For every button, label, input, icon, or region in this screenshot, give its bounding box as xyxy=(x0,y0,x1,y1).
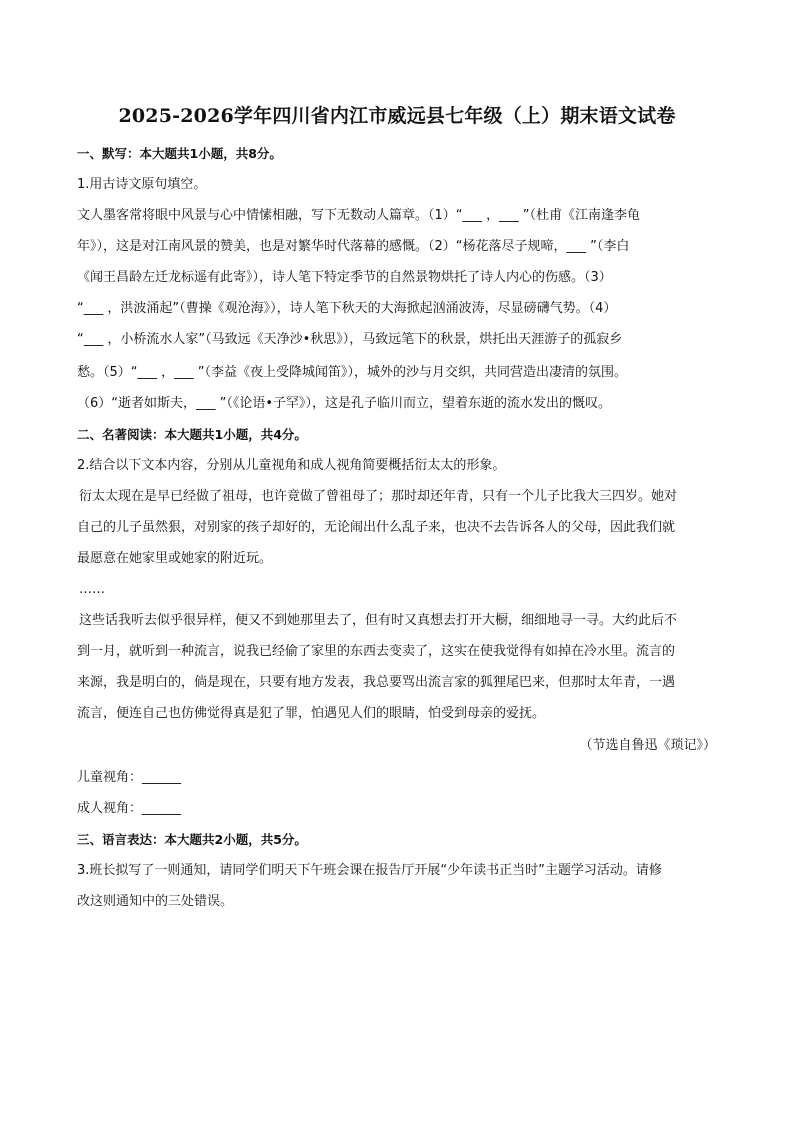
question-1-text-line: 年》），这是对江南风景的赞美，也是对繁华时代落幕的感慨。（2）“杨花落尽子规啼，___ ”（李白 xyxy=(77,239,630,254)
question-1-text-line: 愁。（5）“___ ，___ ”（李益《夜上受降城闻笛》），城外的沙与月交织，共同营造出凄清的氛围。 xyxy=(77,365,628,380)
section-3-heading: 三、语言表达：本大题共2小题，共5分。 xyxy=(77,832,307,847)
question-1-text-line: （6）“逝者如斯夫，___ ”（《论语•子罕》），这是孔子临川而立，望着东逝的流水发出的慨叹。 xyxy=(77,396,612,411)
passage-line: 到一月，就听到一种流言，说我已经偷了家里的东西去变卖了，这实在使我觉得有如掉在冷水里。流言的 xyxy=(77,644,676,659)
question-1-text-line: 文人墨客常将眼中风景与心中情愫相融，写下无数动人篇章。（1）“___ ，___ ”（杜甫《江南逢李龟 xyxy=(77,208,641,223)
question-1-prompt: 1.用古诗文原句填空。 xyxy=(77,177,207,192)
passage-line: 这些话我听去似乎很异样，便又不到她那里去了，但有时又真想去打开大橱，细细地寻一寻。大约此后不 xyxy=(79,613,678,628)
question-1-text-line: 《闻王昌龄左迁龙标遥有此寄》），诗人笔下特定季节的自然景物烘托了诗人内心的伤感。（3） xyxy=(77,270,612,285)
passage-ellipsis: …… xyxy=(79,582,105,597)
exam-title: 2025-2026学年四川省内江市威远县七年级（上）期末语文试卷 xyxy=(118,105,676,127)
question-2-prompt: 2.结合以下文本内容，分别从儿童视角和成人视角简要概括衍太太的形象。 xyxy=(77,458,506,473)
passage-line: 自己的儿子虽然狠，对别家的孩子却好的，无论闹出什么乱子来，也决不去告诉各人的父母，因此我们就 xyxy=(77,520,676,535)
question-1-text-line: “___ ，洪波涌起”（曹操《观沧海》），诗人笔下秋天的大海掀起汹涌波涛，尽显磅礴气势。（4） xyxy=(77,301,617,316)
passage-line: 最愿意在她家里或她家的附近玩。 xyxy=(77,551,273,566)
passage-line: 流言，便连自己也仿佛觉得真是犯了罪，怕遇见人们的眼睛，怕受到母亲的爱抚。 xyxy=(77,706,546,721)
passage-line: 衍太太现在是早已经做了祖母，也许竟做了曾祖母了；那时却还年青，只有一个儿子比我大三四岁。她对 xyxy=(79,489,678,504)
section-1-heading: 一、默写：本大题共1小题，共8分。 xyxy=(77,146,282,161)
question-1-text-line: “___ ，小桥流水人家”（马致远《天净沙•秋思》），马致远笔下的秋景，烘托出天涯游子的孤寂乡 xyxy=(77,332,623,347)
passage-line: 来源，我是明白的，倘是现在，只要有地方发表，我总要骂出流言家的狐狸尾巴来，但那时太年青，一遇 xyxy=(77,675,676,690)
passage-source: （节选自鲁迅《琐记》） xyxy=(579,738,716,753)
answer-child-perspective: 儿童视角：______ xyxy=(77,770,182,785)
answer-adult-perspective: 成人视角：______ xyxy=(77,801,182,816)
section-2-heading: 二、名著阅读：本大题共1小题，共4分。 xyxy=(77,427,307,442)
question-3-prompt: 3.班长拟写了一则通知，请同学们明天下午班会课在报告厅开展“少年读书正当时”主题学习活动。请修 xyxy=(77,863,662,878)
question-3-prompt: 改这则通知中的三处错误。 xyxy=(77,894,234,909)
